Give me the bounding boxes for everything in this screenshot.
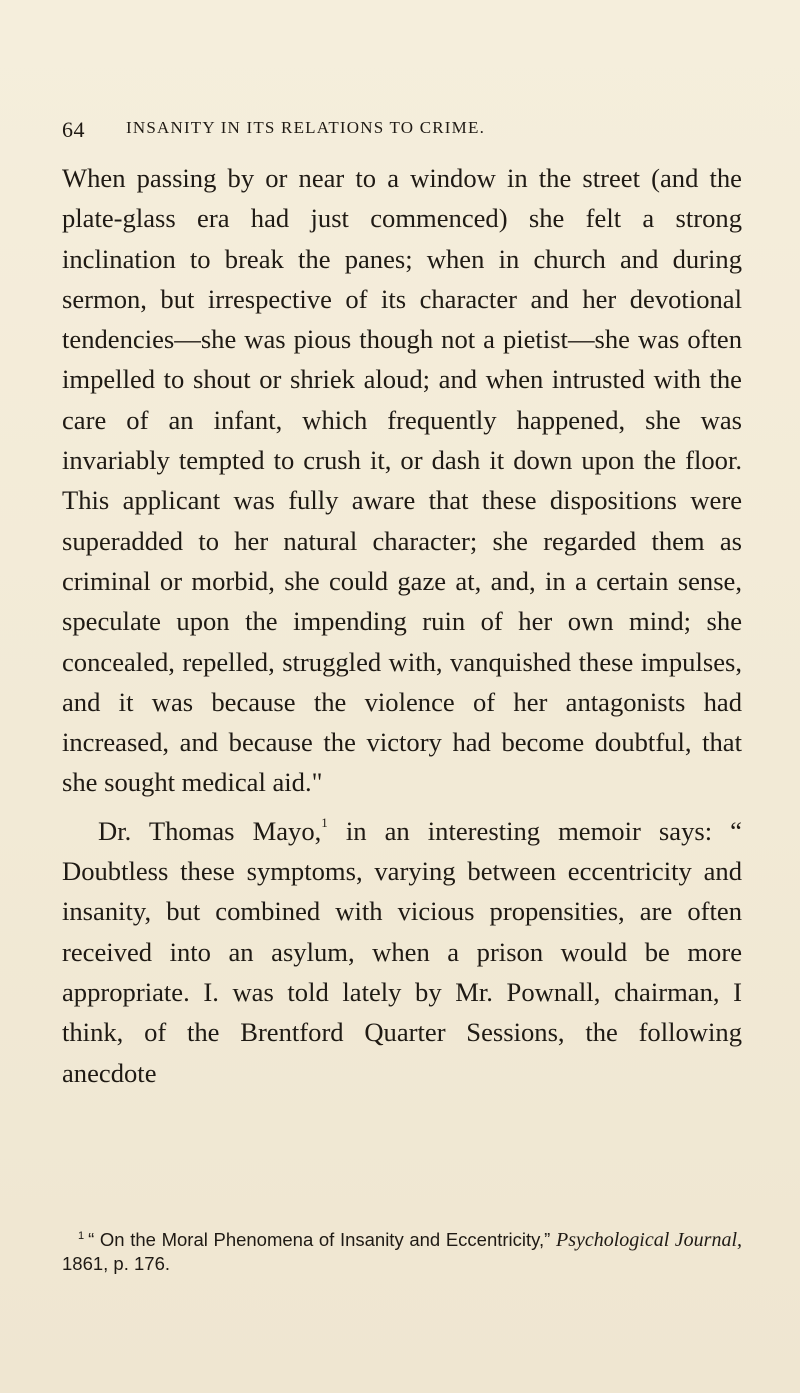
footnote-mark: 1 bbox=[78, 1230, 85, 1242]
page-number: 64 bbox=[62, 117, 85, 142]
paragraph-2-rest: in an interesting memoir says: “ Doubtless these symptoms, varying between eccentricity and insanity, but combined with vicious propensities, are often received into an asylum, when a prison would be more appropriate. I. was told lately by Mr. Pownall, chairman, I think, of the Brentford Quarter Sessions, the following anecdote bbox=[62, 815, 742, 1088]
running-head bbox=[62, 117, 722, 143]
footnote-text: “ On the Moral Phenomena of Insanity and Eccentricity,” bbox=[88, 1229, 551, 1250]
footnote bbox=[62, 1224, 742, 1276]
body-text bbox=[62, 158, 742, 1093]
running-title: INSANITY IN ITS RELATIONS TO CRIME. bbox=[126, 118, 486, 137]
paragraph-2-start: Dr. Thomas Mayo, bbox=[98, 815, 322, 846]
footnote-citation: 1861, p. 176. bbox=[62, 1253, 171, 1274]
paragraph-2 bbox=[62, 803, 742, 1093]
footnote-journal: Psychological Journal, bbox=[555, 1229, 742, 1251]
footnote-reference: 1 bbox=[321, 814, 328, 830]
paragraph-1: When passing by or near to a window in the street (and the plate-glass era had just commenced) she felt a strong inclination to break the panes; when in church and during sermon, but irrespective of its character and her devotional tendencies—she was pious though not a pietist—she was often impelled to shout or shriek aloud; and when intrusted with the care of an infant, which frequently happened, she was invariably tempted to crush it, or dash it down upon the floor. This applicant was fully aware that these dispositions were superadded to her natural character; she regarded them as criminal or morbid, she could gaze at, and, in a certain sense, speculate upon the impending ruin of her own mind; she concealed, repelled, struggled with, vanquished these impulses, and it was because the violence of her antagonists had increased, and because the victory had become doubtful, that she sought medical aid." bbox=[62, 163, 742, 798]
